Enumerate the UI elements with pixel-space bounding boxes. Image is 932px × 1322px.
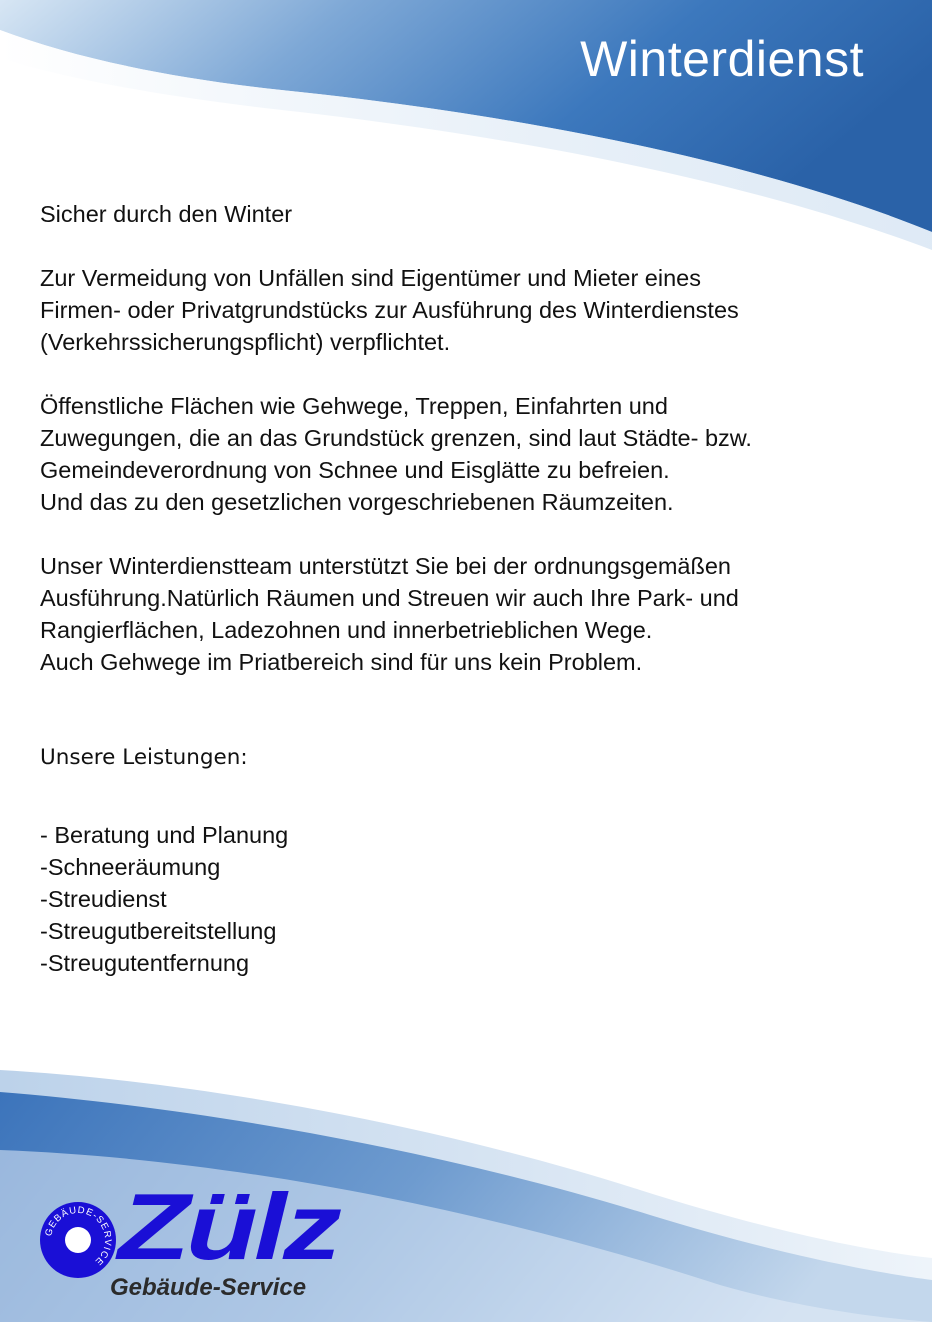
paragraph-line: Unser Winterdienstteam unterstützt Sie bei der ordnungsgemäßen [40,553,731,579]
svg-text:GEBÄUDE-SERVICE: GEBÄUDE-SERVICE [43,1204,114,1268]
paragraph-line: Zuwegungen, die an das Grundstück grenzen, sind laut Städte- bzw. [40,425,752,451]
paragraph-line: Ausführung.Natürlich Räumen und Streuen wir auch Ihre Park- und [40,585,739,611]
brand-subtitle: Gebäude-Service [110,1274,307,1301]
paragraph-line: Zur Vermeidung von Unfällen sind Eigentümer und Mieter eines [40,265,701,291]
paragraph-line: (Verkehrssicherungspflicht) verpflichtet. [40,329,451,355]
list-item: -Streugutbereitstellung [40,918,277,944]
list-item: -Streugutentfernung [40,950,250,976]
list-item: - Beratung und Planung [40,822,289,848]
paragraph-line: Firmen- oder Privatgrundstücks zur Ausführung des Winterdienstes [40,297,739,323]
paragraph-public-areas [40,390,900,518]
service-seal-icon [38,1200,118,1280]
services-list [40,819,900,979]
paragraph-line: Und das zu den gesetzlichen vorgeschriebenen Räumzeiten. [40,489,674,515]
company-logo [38,1174,378,1311]
brand-name: Zülz [118,1174,338,1279]
paragraph-line: Gemeindeverordnung von Schnee und Eisglätte zu befreien. [40,457,670,483]
paragraph-line: Auch Gehwege im Priatbereich sind für uns kein Problem. [40,649,643,675]
paragraph-line: Rangierflächen, Ladezohnen und innerbetrieblichen Wege. [40,617,653,643]
subtitle: Sicher durch den Winter [40,201,293,227]
list-item: -Schneeräumung [40,854,221,880]
services-heading: Unsere Leistungen: [40,745,248,770]
paragraph-obligation [40,262,900,358]
paragraph-line: Öffenstliche Flächen wie Gehwege, Treppen, Einfahrten und [40,393,668,419]
paragraph-team [40,550,900,678]
page-title: Winterdienst [580,31,864,87]
list-item: -Streudienst [40,886,167,912]
document-body [40,198,900,979]
